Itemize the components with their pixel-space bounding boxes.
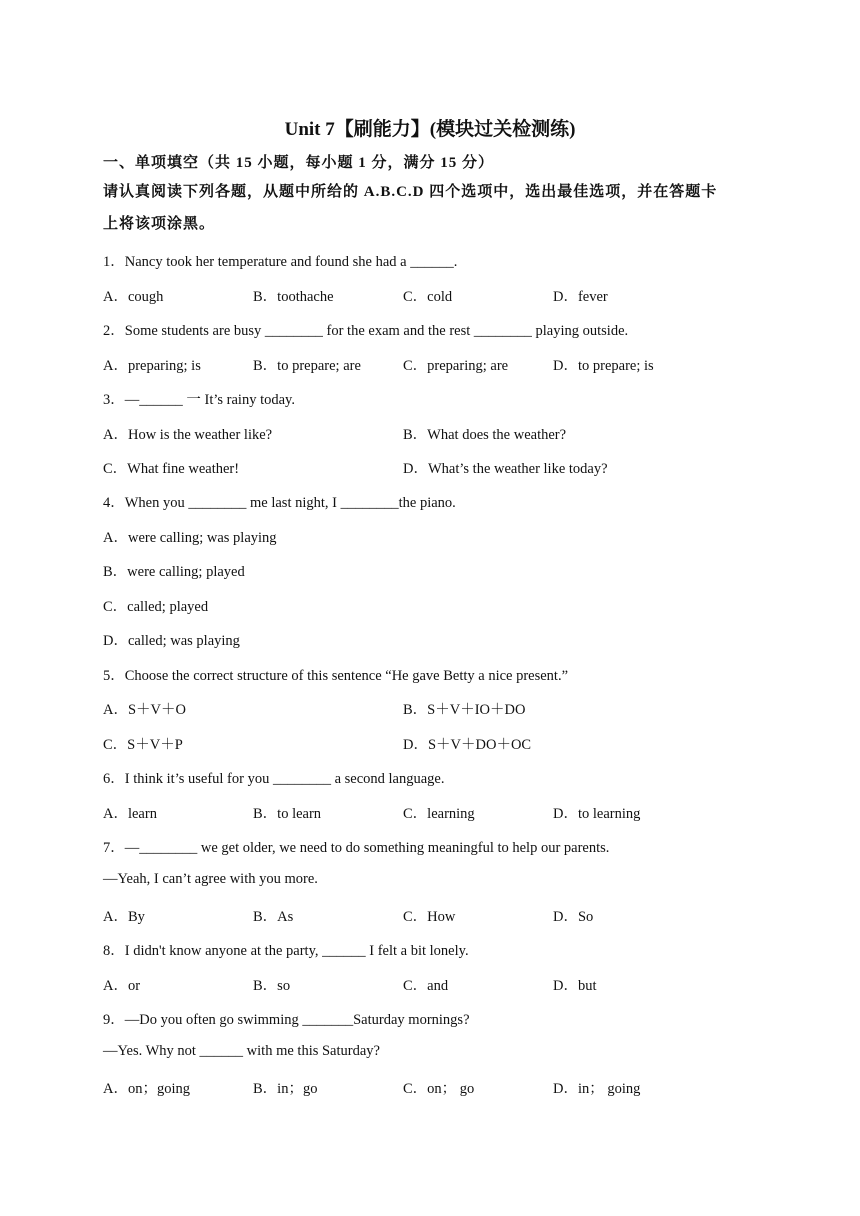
question-2-option-b[interactable]: B．to prepare; are (253, 358, 361, 374)
question-2-option-c[interactable]: C．preparing; are (403, 358, 509, 374)
section-instruction-line1: 请认真阅读下列各题，从题中所给的 A.B.C.D 四个选项中，选出最佳选项，并在答题卡 (103, 184, 718, 200)
question-4-option-a[interactable]: A．were calling; was playing (103, 530, 277, 546)
question-4-stem: 4．When you ________ me last night, I ________the piano. (103, 495, 456, 511)
question-8-option-a[interactable]: A．or (103, 978, 141, 994)
question-9-option-b[interactable]: B．in；go (253, 1081, 318, 1097)
question-1-option-d[interactable]: D．fever (553, 289, 608, 305)
question-5-option-a[interactable]: A．S＋V＋O (103, 702, 186, 718)
question-4-option-d[interactable]: D．called; was playing (103, 633, 240, 649)
page-title: Unit 7【刷能力】(模块过关检测练) (284, 119, 576, 140)
question-4-option-c[interactable]: C．called; played (103, 599, 209, 615)
question-9-stem-reply: —Yes. Why not ______ with me this Saturday? (103, 1043, 380, 1059)
question-3-option-b[interactable]: B．What does the weather? (403, 427, 567, 443)
question-5-option-c[interactable]: C．S＋V＋P (103, 737, 183, 753)
question-2-option-d[interactable]: D．to prepare; is (553, 358, 654, 374)
question-7-option-a[interactable]: A．By (103, 909, 145, 925)
question-3-stem: 3．—______ 一 It’s rainy today. (103, 392, 295, 408)
question-8-option-d[interactable]: D．but (553, 978, 597, 994)
question-6-option-d[interactable]: D．to learning (553, 806, 641, 822)
question-7-option-c[interactable]: C．How (403, 909, 456, 925)
question-5-option-b[interactable]: B．S＋V＋IO＋DO (403, 702, 526, 718)
question-3-option-d[interactable]: D．What’s the weather like today? (403, 461, 608, 477)
question-9-option-a[interactable]: A．on；going (103, 1081, 190, 1097)
section-heading: 一、单项填空（共 15 小题，每小题 1 分，满分 15 分） (103, 155, 495, 171)
question-9-stem: 9．—Do you often go swimming _______Saturday mornings? (103, 1012, 470, 1028)
question-7-option-d[interactable]: D．So (553, 909, 594, 925)
question-3-option-a[interactable]: A．How is the weather like? (103, 427, 273, 443)
question-7-stem: 7．—________ we get older, we need to do something meaningful to help our parents. (103, 840, 610, 856)
question-6-option-c[interactable]: C．learning (403, 806, 475, 822)
question-6-option-a[interactable]: A．learn (103, 806, 157, 822)
question-8-option-b[interactable]: B．so (253, 978, 291, 994)
question-7-option-b[interactable]: B．As (253, 909, 294, 925)
question-6-stem: 6．I think it’s useful for you ________ a second language. (103, 771, 445, 787)
question-5-option-d[interactable]: D．S＋V＋DO＋OC (403, 737, 532, 753)
question-1-option-a[interactable]: A．cough (103, 289, 164, 305)
question-9-option-d[interactable]: D．in； going (553, 1081, 641, 1097)
question-2-option-a[interactable]: A．preparing; is (103, 358, 201, 374)
question-7-stem-reply: —Yeah, I can’t agree with you more. (103, 871, 318, 887)
question-1-option-b[interactable]: B．toothache (253, 289, 334, 305)
question-3-option-c[interactable]: C．What fine weather! (103, 461, 240, 477)
question-1-option-c[interactable]: C．cold (403, 289, 453, 305)
question-2-stem: 2．Some students are busy ________ for the exam and the rest ________ playing outside. (103, 323, 629, 339)
section-instruction-line2: 上将该项涂黑。 (103, 216, 216, 232)
question-1-stem: 1．Nancy took her temperature and found she had a ______. (103, 254, 458, 270)
question-5-stem: 5．Choose the correct structure of this sentence “He gave Betty a nice present.” (103, 668, 569, 684)
question-9-option-c[interactable]: C．on； go (403, 1081, 475, 1097)
question-6-option-b[interactable]: B．to learn (253, 806, 322, 822)
question-4-option-b[interactable]: B．were calling; played (103, 564, 245, 580)
question-8-stem: 8．I didn't know anyone at the party, ______ I felt a bit lonely. (103, 943, 469, 959)
question-8-option-c[interactable]: C．and (403, 978, 449, 994)
